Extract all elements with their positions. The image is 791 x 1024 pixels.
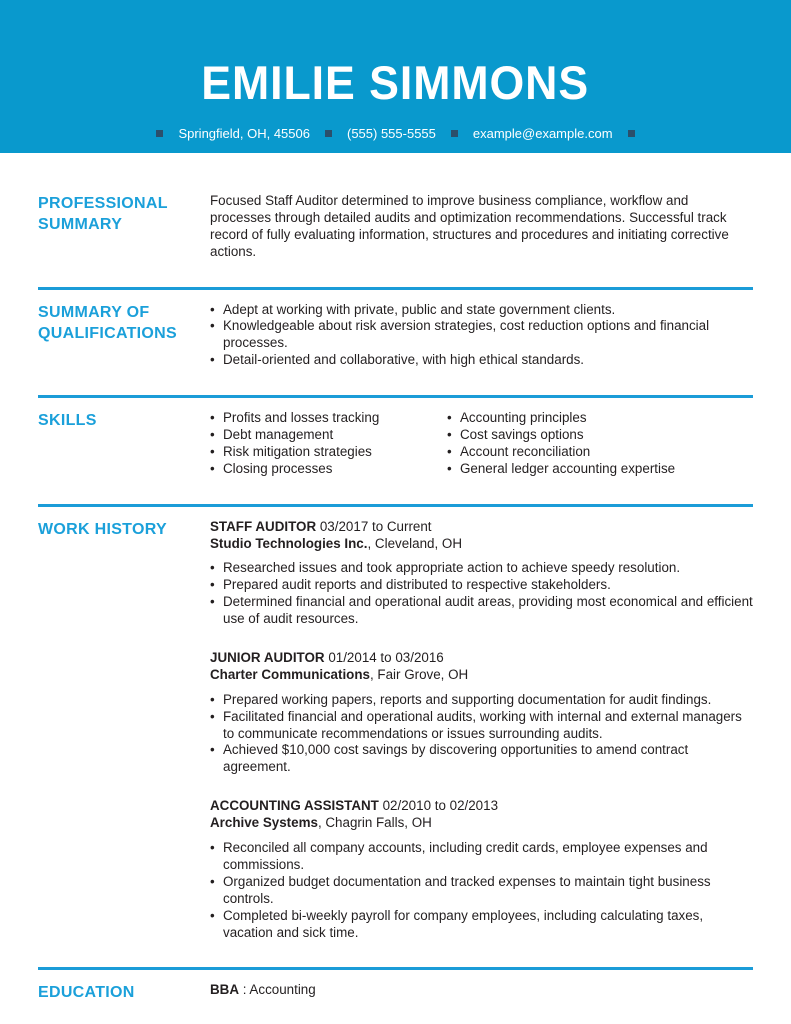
section-content xyxy=(210,519,753,942)
section-heading: WORK HISTORY xyxy=(38,520,167,538)
company-name: Studio Technologies Inc. xyxy=(210,535,368,551)
section-heading: EDUCATION xyxy=(38,984,135,1002)
skill-item: • Accounting principles xyxy=(460,410,753,427)
degree-field: : Accounting xyxy=(239,982,316,998)
bullet-list xyxy=(210,840,753,941)
section-skills xyxy=(38,395,753,504)
bullet-item: • Determined financial and operational audit areas, providing most economical and efficient use of audit resources. xyxy=(223,594,753,628)
bullet-item: • Detail-oriented and collaborative, with high ethical standards. xyxy=(223,352,753,369)
job-title: ACCOUNTING ASSISTANT xyxy=(210,798,379,814)
section-education xyxy=(38,967,753,1013)
section-heading: SUMMARY OF QUALIFICATIONS xyxy=(38,303,178,342)
company-location: , Chagrin Falls, OH xyxy=(317,815,432,831)
bullet-item: • Organized budget documentation and tracked expenses to maintain tight business controls. xyxy=(223,874,753,908)
contact-bar xyxy=(156,126,634,141)
bullet-item: • Prepared audit reports and distributed to respective stakeholders. xyxy=(223,577,753,594)
contact-email-text: example@example.com xyxy=(472,126,613,141)
job-title: JUNIOR AUDITOR xyxy=(210,650,325,666)
job-dates: 02/2010 to 02/2013 xyxy=(382,798,499,814)
job-title: STAFF AUDITOR xyxy=(210,518,317,534)
bullet-item: • Adept at working with private, public and state government clients. xyxy=(223,302,753,319)
job-company-line xyxy=(210,815,753,832)
job-dates: 01/2014 to 03/2016 xyxy=(328,650,444,666)
job-title-line xyxy=(210,798,753,815)
section-heading: PROFESSIONAL SUMMARY xyxy=(38,195,168,234)
square-bullet-icon xyxy=(325,130,332,137)
job-entry xyxy=(210,650,753,776)
contact-location-text: Springfield, OH, 45506 xyxy=(178,126,310,141)
square-bullet-icon xyxy=(451,130,458,137)
company-name: Charter Communications xyxy=(210,666,370,682)
skill-item: • Account reconciliation xyxy=(460,444,753,461)
section-content xyxy=(210,410,753,478)
job-title-line xyxy=(210,519,753,536)
summary-paragraph: Focused Staff Auditor determined to improve business compliance, workflow and processes through detailed audits and optimization recommendations. Successful track record of fully evaluating information, structures and procedures and initiating corrective actions. xyxy=(210,193,729,259)
section-professional-summary xyxy=(38,153,753,287)
skill-item: • Closing processes xyxy=(223,461,447,478)
job-title-line xyxy=(210,650,753,667)
job-head xyxy=(210,798,753,832)
skills-column-1 xyxy=(210,410,447,478)
bullet-item: • Prepared working papers, reports and supporting documentation for audit findings. xyxy=(223,692,753,709)
bullet-item: • Reconciled all company accounts, including credit cards, employee expenses and commissions. xyxy=(223,840,753,874)
skill-item: • Debt management xyxy=(223,427,447,444)
bullet-item: • Achieved $10,000 cost savings by discovering opportunities to amend contract agreement. xyxy=(223,742,753,776)
bullet-item: • Researched issues and took appropriate action to achieve speedy resolution. xyxy=(223,560,753,577)
candidate-name: EMILIE SIMMONS xyxy=(201,56,590,109)
skill-item: • Risk mitigation strategies xyxy=(223,444,447,461)
degree-name: BBA xyxy=(210,982,240,998)
section-content xyxy=(210,302,753,370)
section-heading: SKILLS xyxy=(38,412,97,430)
company-location: , Fair Grove, OH xyxy=(369,666,469,682)
contact-phone xyxy=(347,126,436,141)
bullet-list xyxy=(210,560,753,628)
bullet-item: • Facilitated financial and operational audits, working with internal and external managers to communicate recommendations or issues surrounding audits. xyxy=(223,709,753,743)
company-location: , Cleveland, OH xyxy=(367,535,463,551)
job-entry xyxy=(210,798,753,941)
job-head xyxy=(210,650,753,684)
bullet-list xyxy=(210,302,753,370)
skill-item: • General ledger accounting expertise xyxy=(460,461,753,478)
square-bullet-icon xyxy=(628,130,635,137)
company-name: Archive Systems xyxy=(210,815,318,831)
bullet-list xyxy=(210,692,753,776)
degree-line xyxy=(210,982,753,999)
job-dates: 03/2017 to Current xyxy=(319,518,432,534)
section-work-history xyxy=(38,504,753,968)
skill-item: • Cost savings options xyxy=(460,427,753,444)
skill-item: • Profits and losses tracking xyxy=(223,410,447,427)
job-company-line xyxy=(210,667,753,684)
contact-location xyxy=(178,126,310,141)
square-bullet-icon xyxy=(156,130,163,137)
section-qualifications xyxy=(38,287,753,396)
header-band xyxy=(0,0,791,153)
section-content xyxy=(210,193,753,261)
bullet-item: • Knowledgeable about risk aversion strategies, cost reduction options and financial processes. xyxy=(223,318,753,352)
skills-column-2 xyxy=(447,410,753,478)
contact-phone-text: (555) 555-5555 xyxy=(346,126,436,141)
contact-email xyxy=(473,126,613,141)
job-company-line xyxy=(210,536,753,553)
section-content xyxy=(210,982,753,1003)
bullet-item: • Completed bi-weekly payroll for company employees, including calculating taxes, vacation and sick time. xyxy=(223,908,753,942)
job-head xyxy=(210,519,753,553)
job-entry xyxy=(210,519,753,628)
